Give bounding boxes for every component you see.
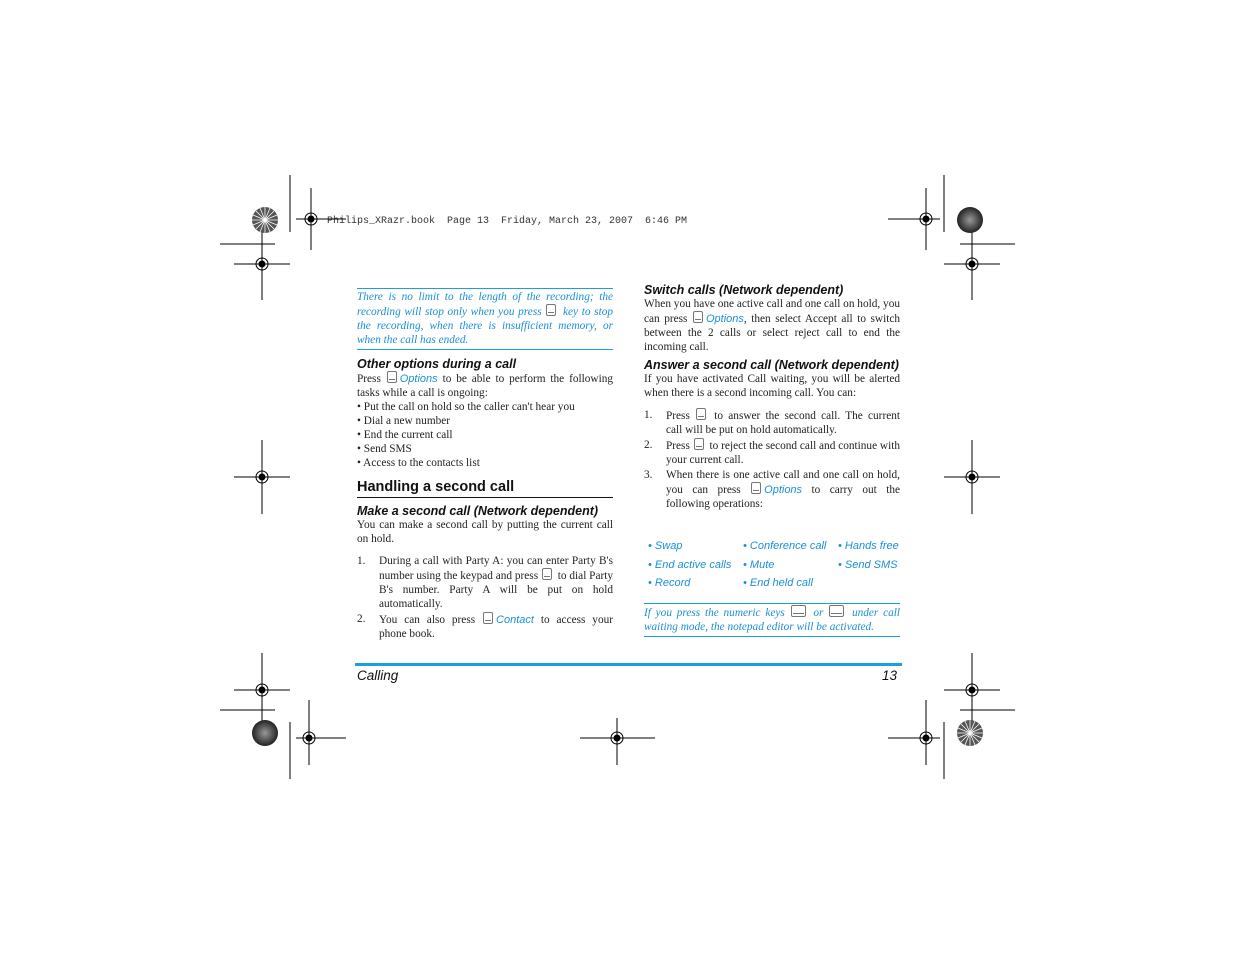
make-second-call-intro: You can make a second call by putting the current call on hold. — [357, 519, 613, 545]
operation-item: • Hands free — [838, 540, 899, 552]
page-number: 13 — [882, 668, 898, 683]
operation-item: • End active calls — [648, 559, 732, 571]
recording-note-text: There is no limit to the length of the recording; the recording will stop only when you press — [357, 291, 613, 318]
step-number: 2. — [644, 439, 653, 451]
operation-item: • End held call — [743, 577, 813, 589]
step-text: to access your phone book. — [379, 614, 614, 640]
answer-second-call-heading: Answer a second call (Network dependent) — [644, 358, 899, 372]
note-text: or — [813, 607, 824, 619]
other-options-heading: Other options during a call — [357, 357, 517, 371]
options-softkey-label: Options — [705, 313, 744, 325]
make-second-call-heading: Make a second call (Network dependent) — [357, 504, 599, 518]
operation-item: • Swap — [648, 540, 683, 552]
contact-softkey-label: Contact — [496, 614, 534, 626]
list-item: • Send SMS — [357, 442, 613, 456]
operation-item: • Conference call — [743, 540, 827, 552]
step-text: to dial Party B's number. Party A will be put on hold automatically. — [379, 570, 614, 610]
footer-section: Calling — [357, 668, 399, 683]
press-text: Press — [357, 373, 381, 385]
step-number: 2. — [357, 613, 366, 625]
step-text: to carry out the following operations: — [666, 484, 901, 510]
step-text: Press — [666, 410, 690, 422]
switch-text: , then select Accept all to switch between the 2 calls or select reject call to end the incoming call. — [644, 313, 901, 353]
starburst-target-icon — [251, 206, 279, 234]
book-header: Philips_XRazr.book Page 13 Friday, March 23, 2007 6:46 PM — [327, 216, 688, 227]
answer-intro: If you have activated Call waiting, you will be alerted when there is a second incoming call. You can: — [644, 373, 900, 399]
other-options-tail: to be able to perform the following tasks while a call is ongoing: — [357, 373, 614, 399]
switch-text: When you have one active call and one call on hold, you can press — [644, 298, 900, 325]
step-text: You can also press — [379, 614, 476, 626]
step-number: 1. — [644, 409, 653, 421]
options-softkey-label: Options — [399, 373, 438, 385]
operation-item: • Record — [648, 577, 691, 589]
list-item: • End the current call — [357, 428, 613, 442]
gradient-target-icon — [251, 719, 279, 747]
note-text: under call waiting mode, the notepad editor will be activated. — [644, 607, 901, 633]
options-softkey-label: Options — [764, 484, 803, 496]
list-item: • Access to the contacts list — [357, 456, 613, 470]
step-text: Press — [666, 440, 690, 452]
operation-item: • Mute — [743, 559, 775, 571]
step-text: to answer the second call. The current call will be put on hold automatically. — [666, 410, 901, 436]
switch-calls-heading: Switch calls (Network dependent) — [644, 283, 844, 297]
step-text: During a call with Party A: you can enter Party B's number using the keypad and press — [379, 555, 613, 582]
step-number: 1. — [357, 555, 366, 567]
starburst-target-icon — [956, 719, 984, 747]
gradient-target-icon — [956, 206, 984, 234]
recording-note-tail: key to stop the recording, when there is insufficient memory, or when the call has ended. — [357, 306, 614, 346]
step-text: to reject the second call and continue with your current call. — [666, 440, 901, 466]
step-text: When there is one active call and one call on hold, you can press — [666, 469, 900, 496]
list-item: • Dial a new number — [357, 414, 613, 428]
section-title: Handling a second call — [357, 480, 613, 498]
step-number: 3. — [644, 469, 653, 481]
list-item: • Put the call on hold so the caller can't hear you — [357, 400, 613, 414]
note-text: If you press the numeric keys — [644, 607, 785, 619]
operation-item: • Send SMS — [838, 559, 898, 571]
